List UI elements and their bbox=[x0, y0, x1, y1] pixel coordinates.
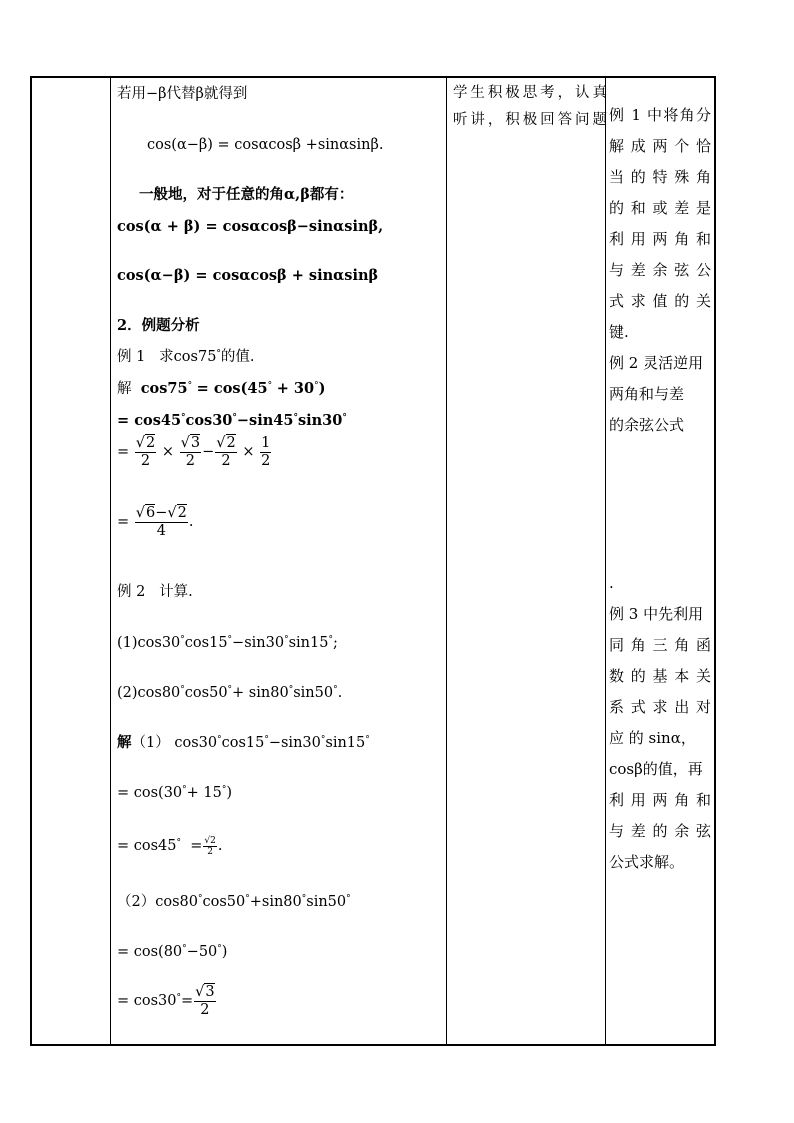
section-heading: 2．例题分析 bbox=[117, 317, 200, 334]
degree-mark: ° bbox=[301, 894, 307, 904]
radicand: 3 bbox=[205, 983, 215, 1000]
minus-sign: − bbox=[202, 444, 215, 460]
text-segment: ) bbox=[318, 380, 326, 397]
denominator: 2 bbox=[200, 1001, 210, 1018]
solution-label: 解 bbox=[117, 734, 132, 751]
text-segment: +sin80 bbox=[249, 894, 302, 910]
degree-mark: ° bbox=[328, 635, 333, 645]
equals-sign: = bbox=[117, 514, 130, 530]
degree-mark: ° bbox=[267, 381, 273, 391]
text-segment: sin30 bbox=[297, 412, 343, 429]
degree-mark: ° bbox=[176, 993, 182, 1003]
text-segment: （1） bbox=[131, 735, 170, 751]
text-segment: = cos45 bbox=[117, 838, 177, 854]
degree-mark: ° bbox=[227, 685, 233, 695]
degree-mark: ° bbox=[320, 735, 326, 745]
text-line: 利用两角和 bbox=[609, 230, 711, 248]
fraction bbox=[215, 435, 236, 470]
text-line: . bbox=[609, 574, 614, 592]
solution-line bbox=[117, 380, 325, 398]
text-segment: + sin80 bbox=[232, 685, 289, 701]
text-line: 的和或差是 bbox=[609, 199, 711, 217]
text-segment: −sin30 bbox=[268, 735, 321, 751]
text-segment: sin50 bbox=[293, 685, 334, 701]
fraction bbox=[260, 435, 271, 470]
text-segment: 计算. bbox=[159, 584, 193, 600]
text-line: 同角三角函 bbox=[609, 636, 711, 654]
degree-mark: ° bbox=[346, 894, 351, 904]
text-segment: (1)cos30 bbox=[117, 635, 181, 651]
text-segment: (2)cos80 bbox=[117, 685, 181, 701]
solution-line bbox=[117, 943, 227, 961]
text-segment: cos30 bbox=[174, 735, 218, 751]
degree-mark: ° bbox=[365, 735, 370, 745]
formula-line: cos(α + β) = cosαcosβ−sinαsinβ, bbox=[117, 218, 384, 235]
text-line: 键. bbox=[609, 323, 629, 341]
text-line: 当的特殊角 bbox=[609, 168, 711, 186]
degree-mark: ° bbox=[284, 635, 289, 645]
degree-mark: ° bbox=[187, 381, 193, 391]
degree-mark: ° bbox=[333, 685, 338, 695]
solution-label: 解 bbox=[117, 381, 132, 397]
minus-sign: − bbox=[155, 504, 168, 521]
denominator: 2 bbox=[207, 846, 213, 857]
denominator: 2 bbox=[140, 452, 151, 469]
text-segment: sin15 bbox=[325, 735, 366, 751]
text-line: 一般地，对于任意的角α,β都有： bbox=[139, 186, 354, 203]
sqrt-symbol: √ bbox=[195, 983, 205, 1000]
text-line: 公式求解。 bbox=[609, 853, 685, 871]
text-line: 的余弦公式 bbox=[609, 416, 685, 434]
denominator: 4 bbox=[156, 522, 166, 539]
example-label: 例 2 bbox=[117, 584, 146, 600]
design-notes-column-lower bbox=[609, 568, 711, 878]
sqrt-symbol: √ bbox=[135, 504, 146, 521]
degree-mark: ° bbox=[342, 413, 347, 423]
text-segment: + 30 bbox=[276, 380, 315, 397]
text-segment: + 15 bbox=[186, 785, 222, 801]
degree-mark: ° bbox=[264, 735, 269, 745]
sqrt-symbol: √ bbox=[216, 434, 226, 451]
text-line: 应 的 sinα， bbox=[609, 729, 696, 747]
text-segment: cos75 bbox=[140, 380, 188, 397]
fraction bbox=[135, 505, 188, 540]
problem-line bbox=[117, 684, 342, 702]
sqrt-symbol: √ bbox=[204, 835, 211, 846]
fraction bbox=[194, 984, 215, 1019]
solution-line bbox=[117, 734, 370, 752]
denominator: 2 bbox=[185, 452, 195, 469]
degree-mark: ° bbox=[217, 735, 222, 745]
text-line: cosβ的值，再 bbox=[609, 760, 703, 778]
text-line: 例 2 灵活逆用 bbox=[609, 354, 704, 372]
text-segment: = cos30 bbox=[117, 993, 177, 1009]
text-line: 与差余弦公 bbox=[609, 261, 711, 279]
degree-mark: ° bbox=[197, 894, 203, 904]
text-line: 数的基本关 bbox=[609, 667, 711, 685]
column-divider bbox=[110, 78, 111, 1044]
text-segment: ) bbox=[221, 944, 228, 960]
content-column bbox=[117, 78, 437, 1044]
degree-mark: ° bbox=[288, 685, 294, 695]
text-segment: cos30 bbox=[185, 412, 233, 429]
degree-mark: ° bbox=[180, 685, 185, 695]
radicand: 2 bbox=[146, 434, 156, 451]
degree-mark: ° bbox=[227, 635, 233, 645]
degree-mark: ° bbox=[182, 785, 187, 795]
text-segment: −sin45 bbox=[236, 412, 294, 429]
degree-mark: ° bbox=[293, 413, 298, 423]
text-line: 与差的余弦 bbox=[609, 822, 711, 840]
example-2-heading bbox=[117, 583, 193, 601]
text-segment: cos50 bbox=[202, 894, 246, 910]
degree-mark: ° bbox=[232, 413, 237, 423]
text-segment: = cos(80 bbox=[117, 944, 183, 960]
radicand: 2 bbox=[210, 835, 216, 846]
fraction-line bbox=[117, 434, 272, 470]
text-segment: 的值. bbox=[220, 349, 255, 365]
design-notes-column bbox=[609, 100, 711, 441]
text-segment: cos50 bbox=[184, 685, 228, 701]
numerator: 1 bbox=[261, 434, 271, 451]
text-line: 式求值的关 bbox=[609, 292, 711, 310]
student-activity-column bbox=[453, 80, 607, 134]
text-line: 听讲，积极回答问题 bbox=[453, 112, 607, 128]
degree-mark: ° bbox=[182, 944, 187, 954]
fraction-line bbox=[117, 504, 194, 540]
text-line: 利用两角和 bbox=[609, 791, 711, 809]
solution-line bbox=[117, 893, 351, 911]
text-line: 两角和与差 bbox=[609, 385, 685, 403]
times-sign: × bbox=[242, 444, 255, 460]
text-segment: = cos(45 bbox=[196, 380, 268, 397]
text-segment: −50 bbox=[186, 944, 218, 960]
text-line: 例 3 中先利用 bbox=[609, 605, 704, 623]
text-line: 若用−β代替β就得到 bbox=[117, 86, 248, 102]
text-segment: cos80 bbox=[155, 894, 198, 910]
solution-line bbox=[117, 412, 347, 430]
degree-mark: ° bbox=[245, 894, 250, 904]
formula-line: cos(α−β) = cosαcosβ +sinαsinβ. bbox=[147, 137, 384, 153]
text-segment: = cos(30 bbox=[117, 785, 183, 801]
text-segment: . bbox=[337, 685, 343, 701]
solution-line bbox=[117, 784, 232, 802]
equals-sign: = bbox=[190, 838, 203, 854]
column-divider bbox=[446, 78, 447, 1044]
text-segment: sin15 bbox=[288, 635, 329, 651]
denominator: 2 bbox=[221, 452, 231, 469]
text-segment: 求cos75 bbox=[159, 349, 217, 365]
column-divider bbox=[605, 78, 606, 1044]
formula-line: cos(α−β) = cosαcosβ + sinαsinβ bbox=[117, 267, 379, 284]
times-sign: × bbox=[161, 444, 175, 460]
equals-sign: = bbox=[117, 444, 130, 460]
example-label: 例 1 bbox=[117, 349, 146, 365]
solution-line bbox=[117, 830, 222, 862]
fraction bbox=[135, 435, 156, 470]
text-segment: （2） bbox=[117, 894, 156, 910]
sqrt-symbol: √ bbox=[167, 504, 177, 521]
degree-mark: ° bbox=[176, 838, 182, 848]
sqrt-symbol: √ bbox=[180, 434, 190, 451]
degree-mark: ° bbox=[217, 944, 222, 954]
text-line: 学生积极思考，认真 bbox=[453, 85, 607, 101]
radicand: 6 bbox=[146, 504, 156, 521]
period: . bbox=[217, 838, 223, 854]
text-segment: ; bbox=[332, 635, 338, 651]
degree-mark: ° bbox=[221, 785, 227, 795]
radicand: 2 bbox=[226, 434, 236, 451]
text-segment: ) bbox=[226, 785, 233, 801]
period: . bbox=[188, 514, 194, 530]
example-1-heading bbox=[117, 348, 255, 366]
text-segment: cos15 bbox=[221, 735, 265, 751]
degree-mark: ° bbox=[314, 381, 319, 391]
degree-mark: ° bbox=[181, 413, 186, 423]
radicand: 2 bbox=[177, 504, 187, 521]
text-line: 系式求出对 bbox=[609, 698, 711, 716]
equals-sign: = bbox=[181, 993, 194, 1009]
text-segment: = cos45 bbox=[117, 412, 182, 429]
radicand: 3 bbox=[190, 434, 201, 451]
text-segment: sin50 bbox=[306, 894, 347, 910]
degree-mark: ° bbox=[180, 635, 185, 645]
text-line: 例 1 中将角分 bbox=[609, 106, 711, 124]
solution-line bbox=[117, 983, 217, 1019]
sqrt-symbol: √ bbox=[135, 434, 146, 451]
denominator: 2 bbox=[261, 452, 271, 469]
lesson-table bbox=[30, 76, 716, 1046]
degree-mark: ° bbox=[216, 349, 221, 359]
text-segment: −sin30 bbox=[232, 635, 285, 651]
fraction bbox=[203, 836, 216, 857]
text-segment: cos15 bbox=[184, 635, 228, 651]
problem-line bbox=[117, 634, 338, 652]
fraction bbox=[180, 435, 201, 470]
text-line: 解成两个恰 bbox=[609, 137, 711, 155]
